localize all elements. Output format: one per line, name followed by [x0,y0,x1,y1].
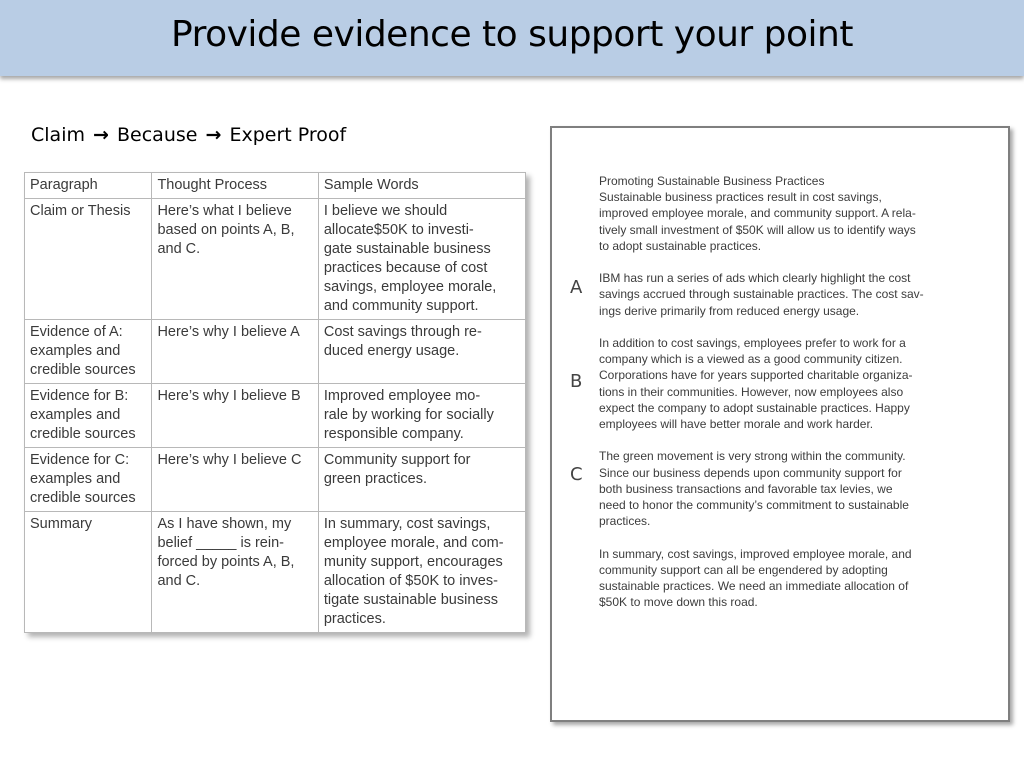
cell-line: belief _____ is rein- [157,535,284,551]
sample-words-cell [318,512,525,633]
sample-words-cell [318,384,525,448]
paragraph-cell [25,512,152,633]
document-line: tions in their communities. However, now employees also [599,384,904,399]
document-line: ings derive primarily from reduced energy usage. [599,303,860,318]
cell-line: and C. [157,573,201,589]
cell-line: As I have shown, my [157,516,292,532]
cell-line: practices because of cost [323,260,488,276]
table-header-row [25,173,526,199]
cell-line: Evidence for C: [30,452,130,468]
document-line: Corporations have for years supported charitable organiza- [599,368,913,383]
cell-line: examples and [30,343,121,359]
thought-process-cell [152,448,318,512]
because-label: Because [117,124,198,146]
table-row-summary [25,512,526,633]
cell-line: savings, employee morale, [323,279,497,295]
cell-line: Claim or Thesis [30,203,131,219]
thought-process-cell [152,512,318,633]
paragraph-structure-table [24,172,526,633]
sample-words-cell [318,320,525,384]
cell-line: Here’s what I believe [157,203,292,219]
cell-line: credible sources [30,426,136,442]
table-row-evidence-c [25,448,526,512]
sample-words-cell [318,199,525,320]
cell-line: Here’s why I believe A [157,324,300,340]
cell-line: I believe we should [323,203,448,219]
marker-b: B [570,371,583,392]
cell-line: forced by points A, B, [157,554,295,570]
document-line: $50K to move down this road. [599,595,758,610]
cell-line: allocate$50K to investi- [323,222,474,238]
cell-line: allocation of $50K to inves- [323,573,498,589]
header-paragraph: Paragraph [25,173,152,199]
cell-line: Evidence for B: [30,388,129,404]
document-heading: Promoting Sustainable Business Practices [599,174,825,188]
document-paragraph-4 [599,448,969,529]
thought-process-cell [152,199,318,320]
cell-line: practices. [323,611,386,627]
cell-line: examples and [30,407,121,423]
document-line: Since our business depends upon community support for [599,465,902,480]
cell-line: tigate sustainable business [323,592,498,608]
cell-line: Here’s why I believe C [157,452,302,468]
cell-line: gate sustainable business [323,241,491,257]
cell-line: responsible company. [323,426,464,442]
thought-process-cell [152,384,318,448]
title-bar [0,0,1024,76]
cell-line: examples and [30,471,121,487]
sample-words-cell [318,448,525,512]
document-paragraph-3 [599,335,969,432]
marker-a: A [570,277,583,298]
document-paragraph-5 [599,546,969,611]
document-line: IBM has run a series of ads which clearly highlight the cost [599,271,911,286]
expert-proof-label: Expert Proof [229,124,347,146]
cell-line: based on points A, B, [157,222,295,238]
thought-process-cell [152,320,318,384]
document-line: employees will have better morale and work harder. [599,417,874,432]
cell-line: employee morale, and com- [323,535,504,551]
header-thought-process: Thought Process [152,173,318,199]
cell-line: credible sources [30,362,136,378]
document-line: company which is a viewed as a good community citizen. [599,352,903,367]
document-line: both business transactions and favorable tax levies, we [599,481,893,496]
cell-line: munity support, encourages [323,554,503,570]
cell-line: green practices. [323,471,428,487]
document-line: expect the company to adopt sustainable practices. Happy [599,400,910,415]
cell-line: duced energy usage. [323,343,460,359]
document-line: tively small investment of $50K will allow us to identify ways [599,222,916,237]
paragraph-cell [25,448,152,512]
slide-title: Provide evidence to support your point [171,14,853,55]
document-line: community support can all be engendered by adopting [599,562,888,577]
right-arrow-icon: → [205,124,222,146]
paragraph-cell [25,320,152,384]
cell-line: Evidence of A: [30,324,123,340]
document-line: Sustainable business practices result in cost savings, [599,190,882,205]
cell-line: Cost savings through re- [323,324,482,340]
document-paragraph-2 [599,270,969,319]
cell-line: In summary, cost savings, [323,516,491,532]
table-row-evidence-a [25,320,526,384]
claim-label: Claim [31,124,85,146]
document-text [599,173,969,627]
document-line: sustainable practices. We need an immediate allocation of [599,579,909,594]
cell-line: Summary [30,516,93,532]
table-row-evidence-b [25,384,526,448]
cell-line: credible sources [30,490,136,506]
document-line: to adopt sustainable practices. [599,238,762,253]
table-row-claim-or-thesis [25,199,526,320]
subtitle [31,124,346,146]
document-line: improved employee morale, and community support. A rela- [599,206,916,221]
document-line: need to honor the community’s commitment to sustainable [599,498,909,513]
document-line: practices. [599,514,651,529]
right-arrow-icon: → [93,124,109,146]
cell-line: and community support. [323,298,479,314]
document-line: In summary, cost savings, improved employee morale, and [599,546,912,561]
cell-line: rale by working for socially [323,407,494,423]
marker-c: C [570,464,583,485]
document-paragraph-1 [599,173,969,254]
cell-line: Here’s why I believe B [157,388,301,404]
document-line: The green movement is very strong within the community. [599,449,906,464]
cell-line: Improved employee mo- [323,388,481,404]
paragraph-cell [25,384,152,448]
header-sample-words: Sample Words [318,173,525,199]
document-line: savings accrued through sustainable practices. The cost sav- [599,287,924,302]
paragraph-cell [25,199,152,320]
document-line: In addition to cost savings, employees prefer to work for a [599,336,906,350]
cell-line: Community support for [323,452,471,468]
document-page [550,126,1010,722]
cell-line: and C. [157,241,201,257]
